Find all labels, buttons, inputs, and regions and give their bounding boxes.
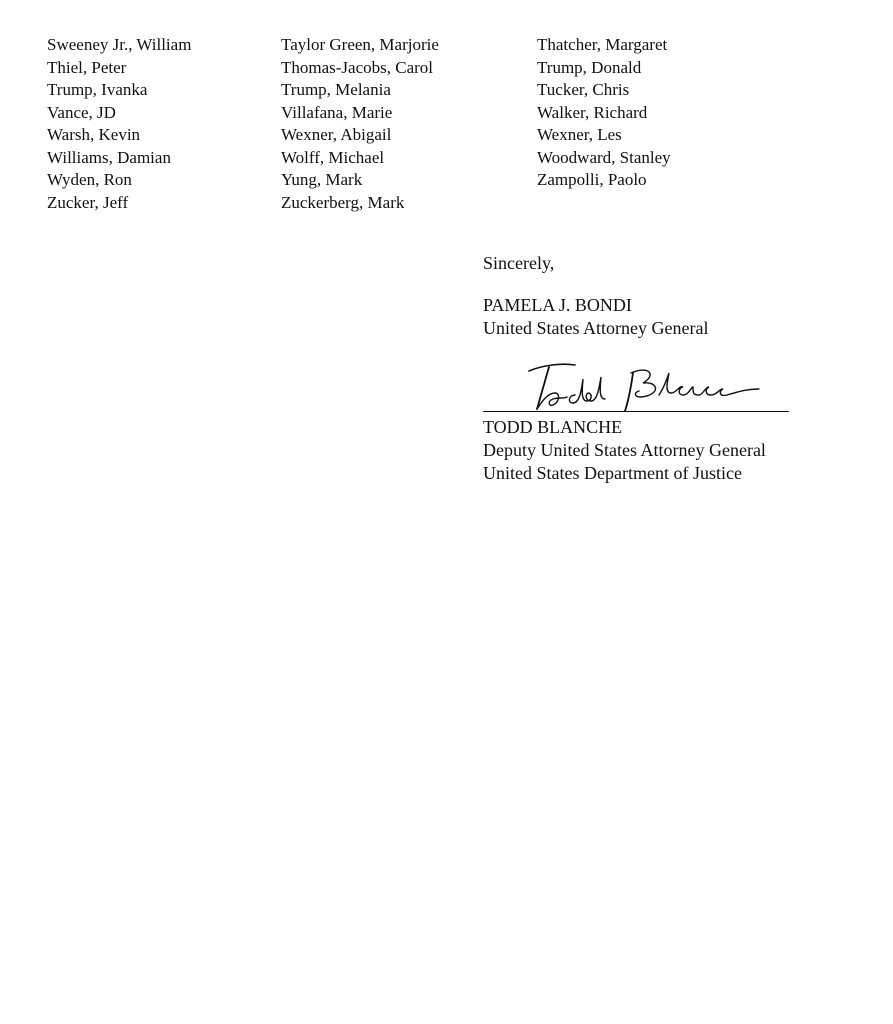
signer-department: United States Department of Justice [483, 463, 742, 483]
name-entry: Trump, Melania [281, 80, 391, 99]
name-entry: Tucker, Chris [537, 80, 630, 99]
name-entry: Sweeney Jr., William [47, 35, 192, 54]
name-entry: Wexner, Abigail [281, 125, 392, 144]
name-entry: Zucker, Jeff [47, 192, 129, 212]
name-entry: Zuckerberg, Mark [281, 192, 405, 212]
name-entry: Williams, Damian [47, 147, 171, 167]
name-entry: Trump, Donald [537, 57, 642, 77]
name-entry: Yung, Mark [281, 170, 363, 189]
signer-name: PAMELA J. BONDI [483, 295, 632, 315]
name-column-3 [537, 34, 671, 192]
name-column-2 [281, 34, 439, 214]
name-entry: Thatcher, Margaret [537, 35, 668, 54]
name-entry: Woodward, Stanley [537, 147, 671, 167]
signer-name: TODD BLANCHE [483, 417, 623, 437]
name-entry: Thiel, Peter [47, 57, 127, 77]
name-entry: Vance, JD [47, 102, 116, 122]
name-column-1 [47, 34, 191, 214]
signer-title: United States Attorney General [483, 318, 709, 338]
signature-line [483, 359, 793, 416]
name-entry: Villafana, Marie [281, 102, 393, 122]
closing: Sincerely, [483, 253, 555, 273]
name-entry: Wexner, Les [537, 125, 622, 144]
name-entry: Taylor Green, Marjorie [281, 35, 439, 54]
signature-rule [483, 411, 789, 412]
signer-title: Deputy United States Attorney General [483, 440, 766, 460]
name-entry: Zampolli, Paolo [537, 170, 647, 189]
handwritten-signature [483, 359, 793, 417]
name-entry: Thomas-Jacobs, Carol [281, 57, 434, 77]
name-entry: Wyden, Ron [47, 170, 132, 189]
name-entry: Wolff, Michael [281, 147, 385, 167]
name-entry: Trump, Ivanka [47, 80, 148, 99]
name-entry: Warsh, Kevin [47, 125, 141, 144]
signature-block [483, 252, 793, 485]
name-entry: Walker, Richard [537, 102, 648, 122]
